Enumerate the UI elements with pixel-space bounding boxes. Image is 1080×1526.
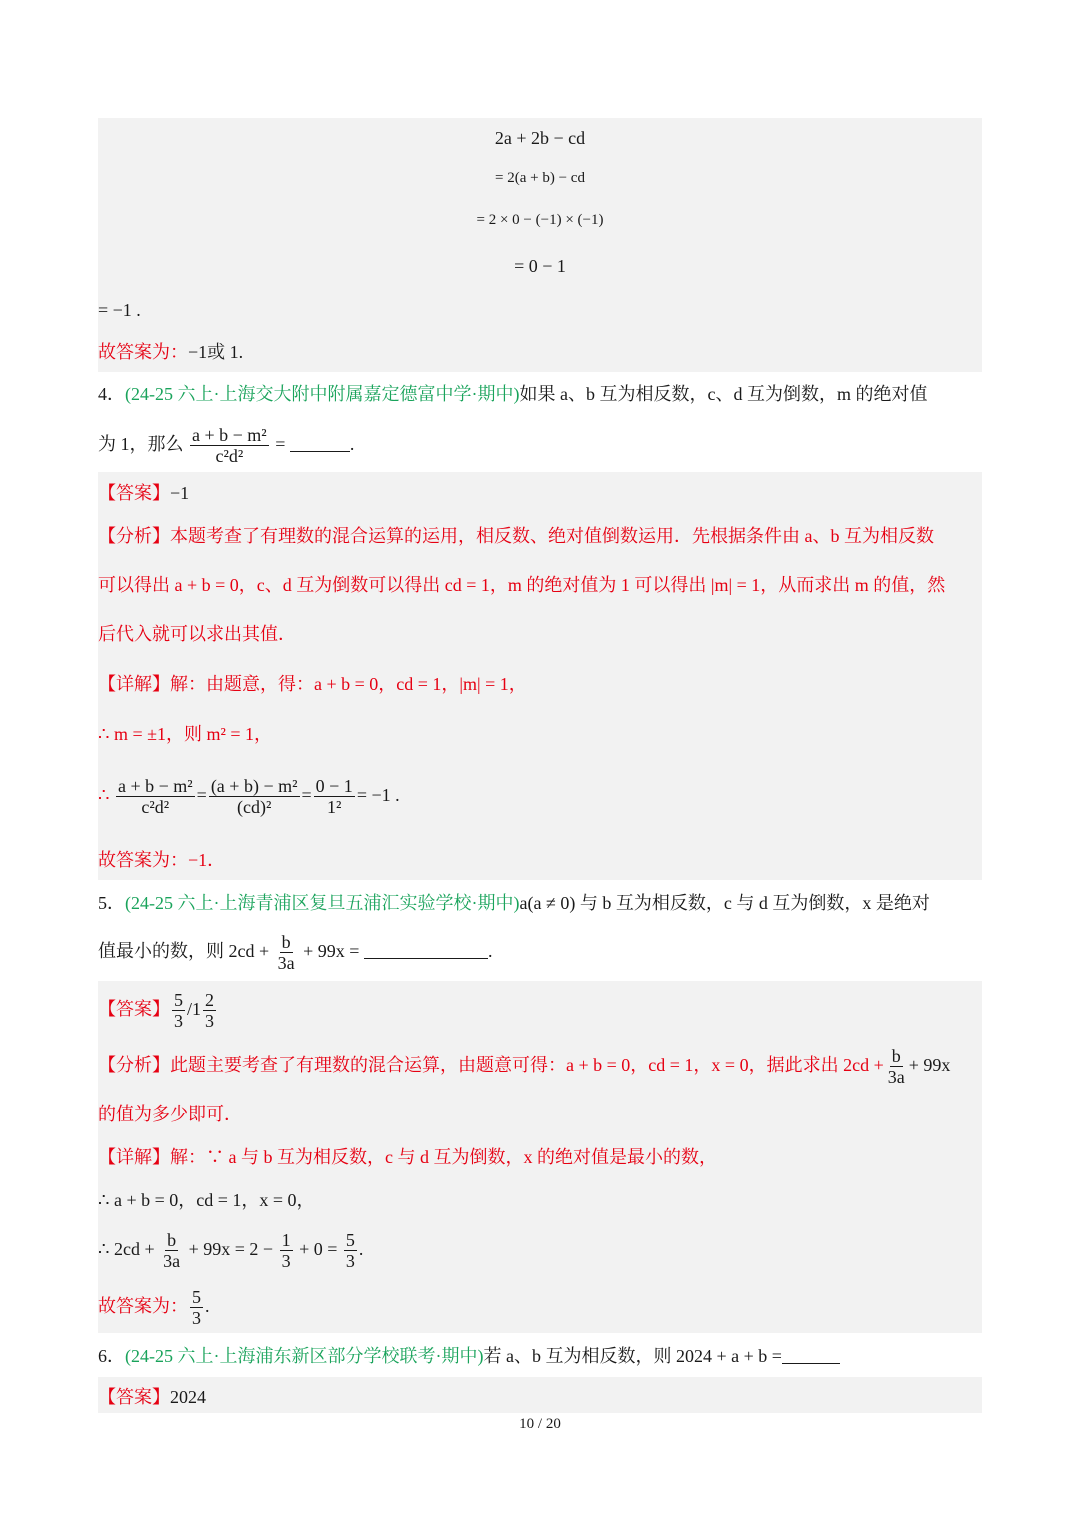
fraction-denominator: 3a [887, 1067, 905, 1088]
fraction-numerator: 2 [205, 990, 215, 1011]
q4-stem [98, 382, 927, 406]
fraction-numerator: 5 [192, 1287, 201, 1308]
analysis-label: 【分析】 [98, 526, 170, 546]
q4-detail-1 [98, 672, 527, 696]
answer-value: −1或 1. [188, 342, 244, 362]
detail-text: 解：∵ a 与 b 互为相反数，c 与 d 互为倒数，x 的绝对值是最小的数， [170, 1147, 717, 1167]
fraction-denominator: 3a [277, 953, 295, 974]
answer-value: −1 [170, 483, 190, 503]
fraction-numerator: b [891, 1046, 901, 1067]
fraction-numerator: 5 [174, 990, 183, 1011]
q5-analysis-1 [98, 1042, 950, 1088]
fraction-denominator: 3 [205, 1011, 215, 1032]
answer-value: 2024 [170, 1387, 206, 1407]
q5-final-answer: 故答案为： $\frac{5}{3}$ . [98, 1287, 210, 1329]
fraction [209, 776, 300, 817]
q5-stem2-prefix: 值最小的数，则 2cd + [98, 941, 270, 961]
fraction-denominator: (cd)² [236, 797, 272, 818]
detail-text: 解：由题意，得：a + b = 0，cd = 1，|m| = 1， [170, 674, 527, 694]
q5-number: 5． [98, 893, 125, 913]
fraction-denominator: 3 [174, 1011, 183, 1032]
fraction-denominator: 3 [345, 1251, 355, 1272]
fraction [203, 990, 216, 1031]
q4-detail-3: ∴ $\frac{\text{a + b − m²}}{\text{c²d²}}$ = $\frac{\text{(a + b) − m²}}{\text{(cd)²}}$ = $\frac{0 - 1}{\text{1²}}$ = −1 . [98, 776, 400, 818]
fraction-numerator: (a + b) − m² [210, 776, 298, 797]
fraction [161, 1230, 182, 1271]
fraction [276, 932, 297, 973]
fraction-denominator: 3 [281, 1251, 291, 1272]
prev-final-answer [98, 340, 243, 364]
analysis-label: 【分析】 [98, 1055, 170, 1075]
calc-step-2: = 2(a + b) − cd [495, 170, 585, 186]
q5-stem-2: 值最小的数，则 2cd + $\frac{b}{3a}$ + 99x = . [98, 932, 493, 974]
q4-source: (24-25 六上·上海交大附中附属嘉定德富中学·期中) [125, 384, 520, 404]
fraction [344, 1230, 357, 1271]
calc-step-4: = 0 − 1 [514, 256, 566, 276]
q4-final-answer: 故答案为：−1． [98, 850, 226, 870]
page-number: 10 / 20 [519, 1416, 561, 1432]
answer-blank [782, 1345, 840, 1364]
q5-analysis-2: 的值为多少即可． [98, 1104, 242, 1124]
q4-stem2-prefix: 为 1，那么 [98, 434, 184, 454]
q6-stem-text: 若 a、b 互为相反数，则 2024 + a + b = [483, 1346, 782, 1366]
fraction [172, 990, 185, 1031]
detail-label: 【详解】 [98, 1147, 170, 1167]
q5-detail-3: ∴ 2cd + $\frac{b}{3a}$ + 99x = 2 − $\frac{1}{3}$ + 0 = $\frac{5}{3}$ . [98, 1230, 364, 1272]
fraction-numerator: a + b − m² [192, 425, 267, 446]
answer-separator: /1 [187, 999, 202, 1019]
answer-label: 【答案】 [98, 999, 170, 1019]
q4-stem-2: 为 1，那么 $\frac{\text{a + b − m²}}{\text{c²d²}}$ = . [98, 425, 355, 467]
fraction [886, 1046, 907, 1087]
answer-label: 【答案】 [98, 1387, 170, 1407]
fraction-numerator: a + b − m² [117, 776, 193, 797]
q5-detail-2: ∴ a + b = 0，cd = 1，x = 0， [98, 1190, 315, 1210]
answer-prefix: 故答案为： [98, 342, 188, 362]
q6-number: 6． [98, 1346, 125, 1366]
q5-answer [98, 986, 218, 1032]
analysis-tail: + 99x [908, 1055, 951, 1075]
analysis-text: 本题考查了有理数的混合运算的运用，相反数、绝对值倒数运用．先根据条件由 a、b 互为相反数 [170, 526, 934, 546]
q4-analysis-2: 可以得出 a + b = 0，c、d 互为倒数可以得出 cd = 1，m 的绝对值为 1 可以得出 |m| = 1，从而求出 m 的值，然 [98, 575, 946, 595]
q5-source: (24-25 六上·上海青浦区复旦五浦汇实验学校·期中) [125, 893, 520, 913]
final-prefix: 故答案为： [98, 1296, 188, 1316]
answer-blank [290, 433, 350, 452]
fraction-numerator: b [281, 932, 291, 953]
detail-label: 【详解】 [98, 674, 170, 694]
analysis-text: 此题主要考查了有理数的混合运算，由题意可得：a + b = 0，cd = 1，x = 0，据此求出 2cd + [170, 1055, 884, 1075]
q6-source: (24-25 六上·上海浦东新区部分学校联考·期中) [125, 1346, 484, 1366]
fraction [280, 1230, 293, 1271]
q4-analysis-1 [98, 524, 934, 548]
fraction-denominator: c²d² [141, 797, 170, 818]
solution-box-prev [98, 118, 982, 372]
calc-result: = −1 . [98, 300, 141, 320]
fraction [116, 776, 195, 817]
detail-3-prefix: ∴ 2cd + [98, 1239, 155, 1259]
fraction-numerator: 5 [345, 1230, 355, 1251]
fraction [190, 1287, 203, 1328]
q5-stem-text: a(a ≠ 0) 与 b 互为相反数，c 与 d 互为倒数，x 是绝对 [519, 893, 930, 913]
fraction-denominator: 1² [327, 797, 342, 818]
solution-box-q6 [98, 1377, 982, 1413]
fraction-numerator: 1 [281, 1230, 291, 1251]
calc-step-3: = 2 × 0 − (−1) × (−1) [476, 212, 604, 228]
answer-blank [364, 940, 488, 959]
result-text: = −1 . [356, 785, 400, 805]
fraction-numerator: b [167, 1230, 177, 1251]
q4-stem-text: 如果 a、b 互为相反数，c、d 互为倒数，m 的绝对值 [519, 384, 928, 404]
q4-number: 4． [98, 384, 125, 404]
q4-expression [190, 425, 269, 466]
q6-stem [98, 1344, 840, 1368]
detail-3-mid: + 99x = 2 − [188, 1239, 274, 1259]
q6-answer [98, 1385, 206, 1409]
q4-detail-2: ∴ m = ±1，则 m² = 1， [98, 724, 273, 744]
calc-step-1: 2a + 2b − cd [494, 128, 586, 148]
fraction-denominator: 3a [163, 1251, 181, 1272]
equals-sign: = [275, 434, 286, 454]
fraction-numerator: 0 − 1 [315, 776, 353, 797]
q5-stem [98, 891, 930, 915]
detail-3-mid2: + 0 = [299, 1239, 338, 1259]
q4-analysis-3: 后代入就可以求出其值． [98, 624, 296, 644]
q5-stem2-suffix: + 99x = [303, 941, 360, 961]
answer-label: 【答案】 [98, 483, 170, 503]
therefore-symbol: ∴ [98, 785, 110, 805]
fraction-denominator: 3 [192, 1308, 201, 1329]
fraction-denominator: c²d² [215, 446, 244, 467]
fraction [314, 776, 355, 817]
q4-answer [98, 481, 189, 505]
q5-detail-1 [98, 1145, 717, 1169]
